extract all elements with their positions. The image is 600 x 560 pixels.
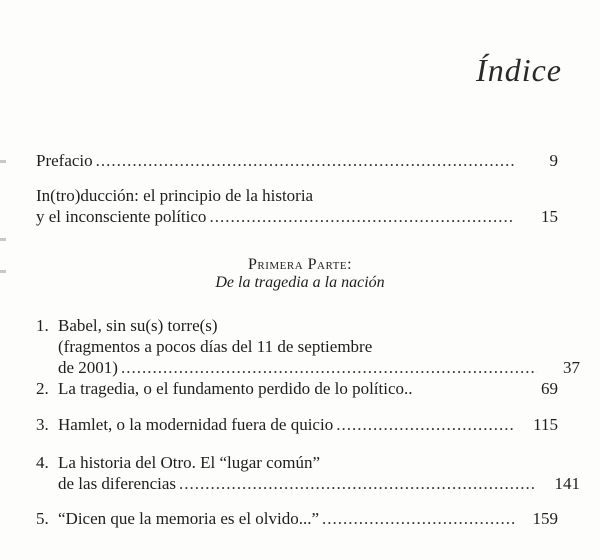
edge-mark bbox=[0, 160, 6, 163]
leader-dots bbox=[336, 414, 515, 435]
toc-entry-title-line: (fragmentos a pocos días del 11 de septiembre bbox=[58, 337, 373, 356]
chapter-number: 5. bbox=[36, 509, 49, 528]
toc-entry-title-line: y el inconsciente político bbox=[36, 207, 207, 226]
leader-dots bbox=[322, 508, 515, 529]
toc-entry-introduccion[interactable] bbox=[36, 185, 558, 227]
chapter-number: 4. bbox=[36, 453, 49, 472]
leader-dots bbox=[121, 357, 537, 378]
toc-entry-title-line: In(tro)ducción: el principio de la historia bbox=[36, 186, 314, 205]
toc-entry-title: “Dicen que la memoria es el olvido...” bbox=[58, 509, 320, 528]
toc-entry-title-line: La historia del Otro. El “lugar común” bbox=[58, 453, 320, 472]
toc-entry-chapter-4[interactable] bbox=[36, 452, 580, 494]
toc-entry-title: Prefacio bbox=[36, 151, 93, 170]
toc-entry-title-line: de las diferencias bbox=[58, 474, 176, 493]
toc-page-number: 159 bbox=[532, 509, 558, 528]
toc-page-number: 115 bbox=[533, 415, 558, 434]
toc-entry-chapter-1[interactable] bbox=[36, 315, 580, 378]
leader-dots bbox=[179, 473, 537, 494]
page-title: Índice bbox=[476, 52, 562, 88]
toc-entry-prefacio[interactable] bbox=[36, 150, 558, 171]
toc-entry-title: La tragedia, o el fundamento perdido de lo político.. bbox=[58, 379, 413, 398]
toc-entry-chapter-3[interactable] bbox=[36, 414, 558, 435]
chapter-number: 3. bbox=[36, 415, 49, 434]
toc-page-number: 141 bbox=[554, 474, 580, 493]
edge-mark bbox=[0, 238, 6, 241]
chapter-number: 1. bbox=[36, 316, 49, 335]
leader-dots bbox=[96, 150, 515, 171]
toc-entry-chapter-5[interactable] bbox=[36, 508, 558, 529]
toc-entry-title-line: de 2001) bbox=[58, 358, 118, 377]
toc-entry-title: Hamlet, o la modernidad fuera de quicio bbox=[58, 415, 334, 434]
toc-page-number: 9 bbox=[549, 151, 558, 170]
part-heading: Primera Parte: bbox=[247, 256, 353, 273]
toc-page-number: 15 bbox=[541, 207, 558, 226]
leader-dots bbox=[209, 206, 515, 227]
part-subtitle: De la tragedia a la nación bbox=[215, 274, 385, 291]
toc-entry-chapter-2[interactable] bbox=[36, 378, 558, 399]
toc-page-number: 37 bbox=[563, 358, 580, 377]
toc-entry-title-line: Babel, sin su(s) torre(s) bbox=[58, 316, 218, 335]
part-header bbox=[0, 256, 600, 292]
toc-page-number: 69 bbox=[541, 379, 558, 398]
chapter-number: 2. bbox=[36, 379, 49, 398]
